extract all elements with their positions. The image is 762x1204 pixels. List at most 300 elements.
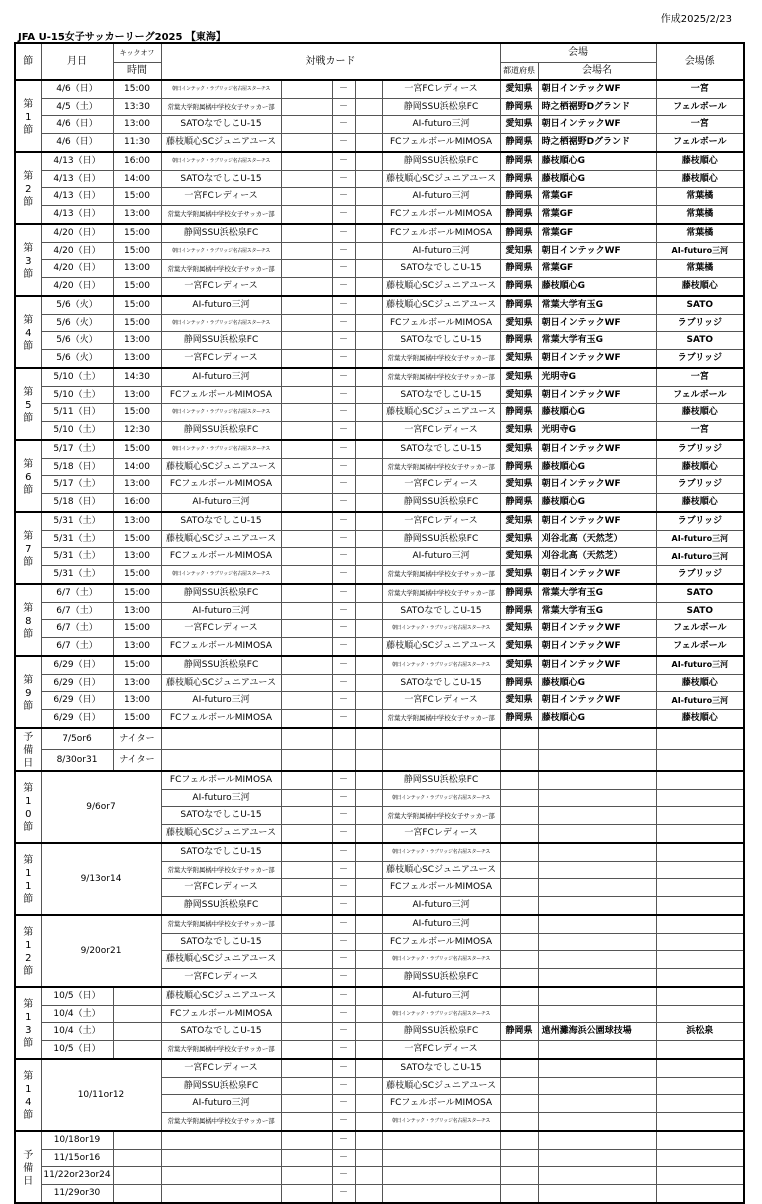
match-row: [15, 620, 744, 638]
spacer-cell: [281, 674, 332, 692]
venue-prefecture: 愛知県: [500, 368, 538, 386]
venue-staff: [656, 789, 744, 807]
spacer-cell: [281, 476, 332, 494]
venue-name: 時之栖裾野Dグランド: [538, 134, 656, 152]
home-team: 朝日インテック・ラブリッジ名古屋スターチス: [161, 440, 281, 458]
kickoff-time: 14:30: [113, 368, 161, 386]
round-label-char: 7: [25, 543, 32, 555]
spacer-cell: [355, 692, 382, 710]
venue-name: 朝日インテックWF: [538, 80, 656, 98]
match-date: 4/13（日）: [41, 152, 113, 170]
spacer-cell: [355, 1095, 382, 1113]
away-team: 静岡SSU浜松泉FC: [382, 530, 500, 548]
venue-prefecture: [500, 879, 538, 897]
spacer-cell: [281, 1131, 332, 1149]
versus-mark: －: [332, 440, 355, 458]
home-team: 朝日インテック・ラブリッジ名古屋スターチス: [161, 566, 281, 584]
kickoff-time: 13:00: [113, 206, 161, 224]
spacer-cell: [355, 206, 382, 224]
home-team: 静岡SSU浜松泉FC: [161, 1077, 281, 1095]
versus-mark: －: [332, 1095, 355, 1113]
venue-name: [538, 897, 656, 915]
home-team: SATOなでしこU-15: [161, 1023, 281, 1041]
match-date: 10/4（土）: [41, 1023, 113, 1041]
kickoff-time: 15:00: [113, 656, 161, 674]
home-team: 朝日インテック・ラブリッジ名古屋スターチス: [161, 152, 281, 170]
spacer-cell: [355, 1059, 382, 1077]
venue-staff: 常葉橘: [656, 260, 744, 278]
round-label: [15, 728, 41, 771]
spacer-cell: [281, 750, 332, 772]
match-date: 4/6（日）: [41, 80, 113, 98]
match-row: [15, 915, 744, 933]
venue-name: [538, 728, 656, 750]
round-label-char: 3: [25, 1025, 32, 1036]
versus-mark: －: [332, 861, 355, 879]
venue-staff: [656, 1041, 744, 1059]
venue-staff: [656, 1185, 744, 1203]
away-team: SATOなでしこU-15: [382, 386, 500, 404]
spacer-cell: [355, 242, 382, 260]
venue-name: [538, 771, 656, 789]
round-label: [15, 224, 41, 296]
spacer-cell: [355, 1167, 382, 1185]
home-team: 一宮FCレディース: [161, 1059, 281, 1077]
kickoff-time: 13:00: [113, 332, 161, 350]
round-label-char: 1: [25, 881, 32, 892]
venue-prefecture: [500, 1131, 538, 1149]
venue-staff: ラブリッジ: [656, 566, 744, 584]
spacer-cell: [355, 638, 382, 656]
match-row: [15, 188, 744, 206]
spacer-cell: [355, 80, 382, 98]
versus-mark: －: [332, 951, 355, 969]
venue-name: 常葉GF: [538, 260, 656, 278]
match-date: 6/7（土）: [41, 602, 113, 620]
spacer-cell: [355, 843, 382, 861]
versus-mark: －: [332, 278, 355, 296]
round-label-char: 節: [23, 894, 34, 905]
match-date: 5/6（火）: [41, 350, 113, 368]
spacer-cell: [281, 1185, 332, 1203]
match-date: 6/7（土）: [41, 638, 113, 656]
schedule-body: [15, 80, 744, 1203]
kickoff-time: 13:00: [113, 674, 161, 692]
match-row: [15, 332, 744, 350]
spacer-cell: [281, 1041, 332, 1059]
venue-staff: [656, 861, 744, 879]
round-label: [15, 843, 41, 915]
venue-name: 時之栖裾野Dグランド: [538, 98, 656, 116]
spacer-cell: [355, 98, 382, 116]
venue-staff: [656, 750, 744, 772]
round-label: [15, 152, 41, 224]
kickoff-time: 13:00: [113, 476, 161, 494]
away-team: 常葉大学附属橘中学校女子サッカー部: [382, 368, 500, 386]
round-label-char: 節: [23, 268, 34, 280]
spacer-cell: [355, 1131, 382, 1149]
versus-mark: －: [332, 969, 355, 987]
home-team: 藤枝順心SCジュニアユース: [161, 674, 281, 692]
home-team: AI-futuro三河: [161, 296, 281, 314]
match-row: [15, 843, 744, 861]
venue-name: 朝日インテックWF: [538, 386, 656, 404]
spacer-cell: [355, 224, 382, 242]
header-pref: 都道府県: [500, 63, 538, 81]
match-date: 5/6（火）: [41, 314, 113, 332]
versus-mark: －: [332, 296, 355, 314]
away-team: 朝日インテック・ラブリッジ名古屋スターチス: [382, 656, 500, 674]
spacer-cell: [281, 789, 332, 807]
venue-name: [538, 825, 656, 843]
home-team: FCフェルボールMIMOSA: [161, 476, 281, 494]
round-label-char: 4: [25, 327, 32, 339]
kickoff-time: 13:00: [113, 602, 161, 620]
versus-mark: －: [332, 1023, 355, 1041]
versus-mark: －: [332, 915, 355, 933]
kickoff-time: 16:00: [113, 152, 161, 170]
match-row: [15, 1185, 744, 1203]
venue-prefecture: [500, 951, 538, 969]
spacer-cell: [355, 1041, 382, 1059]
home-team: 一宮FCレディース: [161, 350, 281, 368]
venue-name: 朝日インテックWF: [538, 440, 656, 458]
versus-mark: －: [332, 314, 355, 332]
away-team: FCフェルボールMIMOSA: [382, 206, 500, 224]
spacer-cell: [281, 692, 332, 710]
venue-prefecture: [500, 1005, 538, 1023]
venue-name: [538, 1005, 656, 1023]
header-kickoff: キックオフ: [113, 43, 161, 63]
match-row: [15, 750, 744, 772]
versus-mark: －: [332, 1113, 355, 1131]
venue-prefecture: 静岡県: [500, 602, 538, 620]
venue-name: 朝日インテックWF: [538, 476, 656, 494]
round-label-char: 1: [25, 940, 32, 951]
venue-prefecture: 静岡県: [500, 458, 538, 476]
venue-staff: AI-futuro三河: [656, 530, 744, 548]
spacer-cell: [281, 728, 332, 750]
venue-name: [538, 951, 656, 969]
away-team: AI-futuro三河: [382, 897, 500, 915]
versus-mark: －: [332, 620, 355, 638]
versus-mark: －: [332, 825, 355, 843]
versus-mark: －: [332, 386, 355, 404]
spacer-cell: [355, 933, 382, 951]
venue-name: [538, 789, 656, 807]
spacer-cell: [281, 1167, 332, 1185]
spacer-cell: [281, 260, 332, 278]
spacer-cell: [355, 188, 382, 206]
spacer-cell: [355, 512, 382, 530]
venue-staff: 藤枝順心: [656, 278, 744, 296]
venue-name: 朝日インテックWF: [538, 242, 656, 260]
spacer-cell: [355, 548, 382, 566]
spacer-cell: [281, 296, 332, 314]
document-title: JFA U-15女子サッカーリーグ2025 【東海】: [18, 32, 226, 43]
away-team: 藤枝順心SCジュニアユース: [382, 404, 500, 422]
home-team: 藤枝順心SCジュニアユース: [161, 530, 281, 548]
venue-staff: フェルボール: [656, 98, 744, 116]
versus-mark: －: [332, 1059, 355, 1077]
away-team: 一宮FCレディース: [382, 825, 500, 843]
spacer-cell: [281, 710, 332, 728]
away-team: [382, 1167, 500, 1185]
spacer-cell: [355, 170, 382, 188]
home-team: 静岡SSU浜松泉FC: [161, 332, 281, 350]
away-team: [382, 750, 500, 772]
match-date: 5/10（土）: [41, 422, 113, 440]
spacer-cell: [281, 1077, 332, 1095]
spacer-cell: [355, 1077, 382, 1095]
spacer-cell: [281, 1113, 332, 1131]
kickoff-time: 13:30: [113, 98, 161, 116]
round-label: [15, 1059, 41, 1131]
venue-name: 遠州灘海浜公園球技場: [538, 1023, 656, 1041]
kickoff-time: 13:00: [113, 260, 161, 278]
match-row: [15, 1149, 744, 1167]
round-label-char: 節: [23, 556, 34, 568]
round-label: [15, 584, 41, 656]
round-label-char: 第: [23, 999, 34, 1010]
away-team: 静岡SSU浜松泉FC: [382, 771, 500, 789]
match-row: [15, 116, 744, 134]
match-date: 4/20（日）: [41, 242, 113, 260]
round-label-char: 第: [23, 1071, 34, 1082]
versus-mark: －: [332, 897, 355, 915]
match-date: 5/18（日）: [41, 494, 113, 512]
venue-name: 常葉大学有玉G: [538, 332, 656, 350]
kickoff-time: 11:30: [113, 134, 161, 152]
venue-staff: 藤枝順心: [656, 494, 744, 512]
away-team: 一宮FCレディース: [382, 512, 500, 530]
venue-staff: [656, 1077, 744, 1095]
venue-name: 常葉大学有玉G: [538, 584, 656, 602]
versus-mark: －: [332, 548, 355, 566]
venue-prefecture: [500, 897, 538, 915]
venue-name: 朝日インテックWF: [538, 656, 656, 674]
match-row: [15, 494, 744, 512]
match-date: 5/6（火）: [41, 296, 113, 314]
away-team: 常葉大学附属橘中学校女子サッカー部: [382, 584, 500, 602]
away-team: 静岡SSU浜松泉FC: [382, 1023, 500, 1041]
kickoff-time: 16:00: [113, 494, 161, 512]
home-team: 一宮FCレディース: [161, 879, 281, 897]
match-row: [15, 134, 744, 152]
versus-mark: －: [332, 692, 355, 710]
kickoff-time: 15:00: [113, 188, 161, 206]
away-team: SATOなでしこU-15: [382, 602, 500, 620]
spacer-cell: [281, 771, 332, 789]
home-team: SATOなでしこU-15: [161, 170, 281, 188]
spacer-cell: [355, 602, 382, 620]
versus-mark: －: [332, 134, 355, 152]
round-label-char: 第: [23, 98, 34, 110]
match-row: [15, 638, 744, 656]
home-team: SATOなでしこU-15: [161, 843, 281, 861]
round-label-char: 1: [25, 868, 32, 879]
away-team: AI-futuro三河: [382, 915, 500, 933]
home-team: AI-futuro三河: [161, 368, 281, 386]
venue-name: [538, 1185, 656, 1203]
venue-prefecture: 静岡県: [500, 98, 538, 116]
venue-name: [538, 750, 656, 772]
round-label: [15, 512, 41, 584]
venue-name: 光明寺G: [538, 422, 656, 440]
spacer-cell: [355, 368, 382, 386]
venue-staff: [656, 951, 744, 969]
round-label-char: 8: [25, 615, 32, 627]
spacer-cell: [281, 638, 332, 656]
venue-name: [538, 1041, 656, 1059]
venue-name: 朝日インテックWF: [538, 620, 656, 638]
venue-staff: 一宮: [656, 116, 744, 134]
spacer-cell: [355, 969, 382, 987]
home-team: 静岡SSU浜松泉FC: [161, 584, 281, 602]
spacer-cell: [355, 296, 382, 314]
home-team: 藤枝順心SCジュニアユース: [161, 134, 281, 152]
venue-staff: [656, 933, 744, 951]
away-team: 常葉大学附属橘中学校女子サッカー部: [382, 710, 500, 728]
kickoff-time: 15:00: [113, 278, 161, 296]
away-team: 常葉大学附属橘中学校女子サッカー部: [382, 807, 500, 825]
versus-mark: －: [332, 98, 355, 116]
kickoff-time: 15:00: [113, 440, 161, 458]
venue-staff: 藤枝順心: [656, 152, 744, 170]
round-label: [15, 80, 41, 152]
venue-name: [538, 861, 656, 879]
spacer-cell: [281, 602, 332, 620]
away-team: FCフェルボールMIMOSA: [382, 879, 500, 897]
venue-prefecture: 愛知県: [500, 566, 538, 584]
versus-mark: －: [332, 1185, 355, 1203]
venue-staff: [656, 1131, 744, 1149]
away-team: [382, 1131, 500, 1149]
venue-prefecture: 静岡県: [500, 152, 538, 170]
spacer-cell: [281, 188, 332, 206]
venue-prefecture: 愛知県: [500, 386, 538, 404]
venue-staff: [656, 843, 744, 861]
away-team: 朝日インテック・ラブリッジ名古屋スターチス: [382, 843, 500, 861]
versus-mark: －: [332, 656, 355, 674]
kickoff-time: 13:00: [113, 638, 161, 656]
home-team: SATOなでしこU-15: [161, 807, 281, 825]
spacer-cell: [281, 170, 332, 188]
venue-staff: ラブリッジ: [656, 350, 744, 368]
round-label-char: 1: [25, 796, 32, 807]
home-team: SATOなでしこU-15: [161, 933, 281, 951]
match-row: [15, 530, 744, 548]
match-row: [15, 476, 744, 494]
away-team: AI-futuro三河: [382, 116, 500, 134]
match-row: [15, 152, 744, 170]
venue-name: [538, 1149, 656, 1167]
kickoff-time: 15:00: [113, 620, 161, 638]
kickoff-time: 12:30: [113, 422, 161, 440]
venue-name: 朝日インテックWF: [538, 692, 656, 710]
match-date: 10/5（日）: [41, 987, 113, 1005]
home-team: 藤枝順心SCジュニアユース: [161, 987, 281, 1005]
spacer-cell: [355, 674, 382, 692]
home-team: FCフェルボールMIMOSA: [161, 386, 281, 404]
venue-staff: [656, 1113, 744, 1131]
kickoff-time: 14:00: [113, 458, 161, 476]
round-label-char: 備: [23, 1162, 34, 1174]
spacer-cell: [281, 80, 332, 98]
away-team: 朝日インテック・ラブリッジ名古屋スターチス: [382, 789, 500, 807]
venue-prefecture: [500, 1041, 538, 1059]
venue-prefecture: [500, 843, 538, 861]
round-label-char: 9: [25, 687, 32, 699]
venue-prefecture: [500, 825, 538, 843]
venue-name: [538, 933, 656, 951]
away-team: 朝日インテック・ラブリッジ名古屋スターチス: [382, 1113, 500, 1131]
venue-staff: [656, 987, 744, 1005]
venue-name: [538, 1095, 656, 1113]
kickoff-time: [113, 1023, 161, 1041]
away-team: 一宮FCレディース: [382, 80, 500, 98]
spacer-cell: [281, 152, 332, 170]
spacer-cell: [355, 458, 382, 476]
away-team: 一宮FCレディース: [382, 1041, 500, 1059]
kickoff-time: [113, 1167, 161, 1185]
spacer-cell: [281, 843, 332, 861]
venue-staff: 藤枝順心: [656, 404, 744, 422]
venue-staff: フェルボール: [656, 620, 744, 638]
spacer-cell: [355, 710, 382, 728]
spacer-cell: [355, 620, 382, 638]
venue-prefecture: 静岡県: [500, 1023, 538, 1041]
home-team: [161, 1149, 281, 1167]
home-team: 静岡SSU浜松泉FC: [161, 422, 281, 440]
venue-name: 朝日インテックWF: [538, 314, 656, 332]
header-round: 節: [15, 43, 41, 80]
versus-mark: －: [332, 987, 355, 1005]
away-team: 朝日インテック・ラブリッジ名古屋スターチス: [382, 1005, 500, 1023]
match-row: [15, 692, 744, 710]
spacer-cell: [355, 584, 382, 602]
away-team: 常葉大学附属橘中学校女子サッカー部: [382, 458, 500, 476]
venue-name: 藤枝順心G: [538, 458, 656, 476]
round-label-char: 第: [23, 386, 34, 398]
venue-prefecture: 静岡県: [500, 404, 538, 422]
round-label-char: 節: [23, 412, 34, 424]
match-row: [15, 710, 744, 728]
spacer-cell: [355, 440, 382, 458]
round-label-char: 節: [23, 340, 34, 352]
home-team: SATOなでしこU-15: [161, 512, 281, 530]
home-team: 一宮FCレディース: [161, 278, 281, 296]
spacer-cell: [355, 566, 382, 584]
venue-prefecture: [500, 1059, 538, 1077]
spacer-cell: [281, 656, 332, 674]
spacer-cell: [281, 530, 332, 548]
venue-staff: SATO: [656, 332, 744, 350]
match-row: [15, 566, 744, 584]
spacer-cell: [281, 350, 332, 368]
match-date: 11/29or30: [41, 1185, 113, 1203]
round-label: [15, 1131, 41, 1203]
venue-prefecture: 愛知県: [500, 116, 538, 134]
kickoff-time: 13:00: [113, 116, 161, 134]
versus-mark: [332, 750, 355, 772]
away-team: 藤枝順心SCジュニアユース: [382, 278, 500, 296]
versus-mark: －: [332, 807, 355, 825]
match-row: [15, 404, 744, 422]
spacer-cell: [355, 332, 382, 350]
spacer-cell: [355, 116, 382, 134]
versus-mark: －: [332, 170, 355, 188]
